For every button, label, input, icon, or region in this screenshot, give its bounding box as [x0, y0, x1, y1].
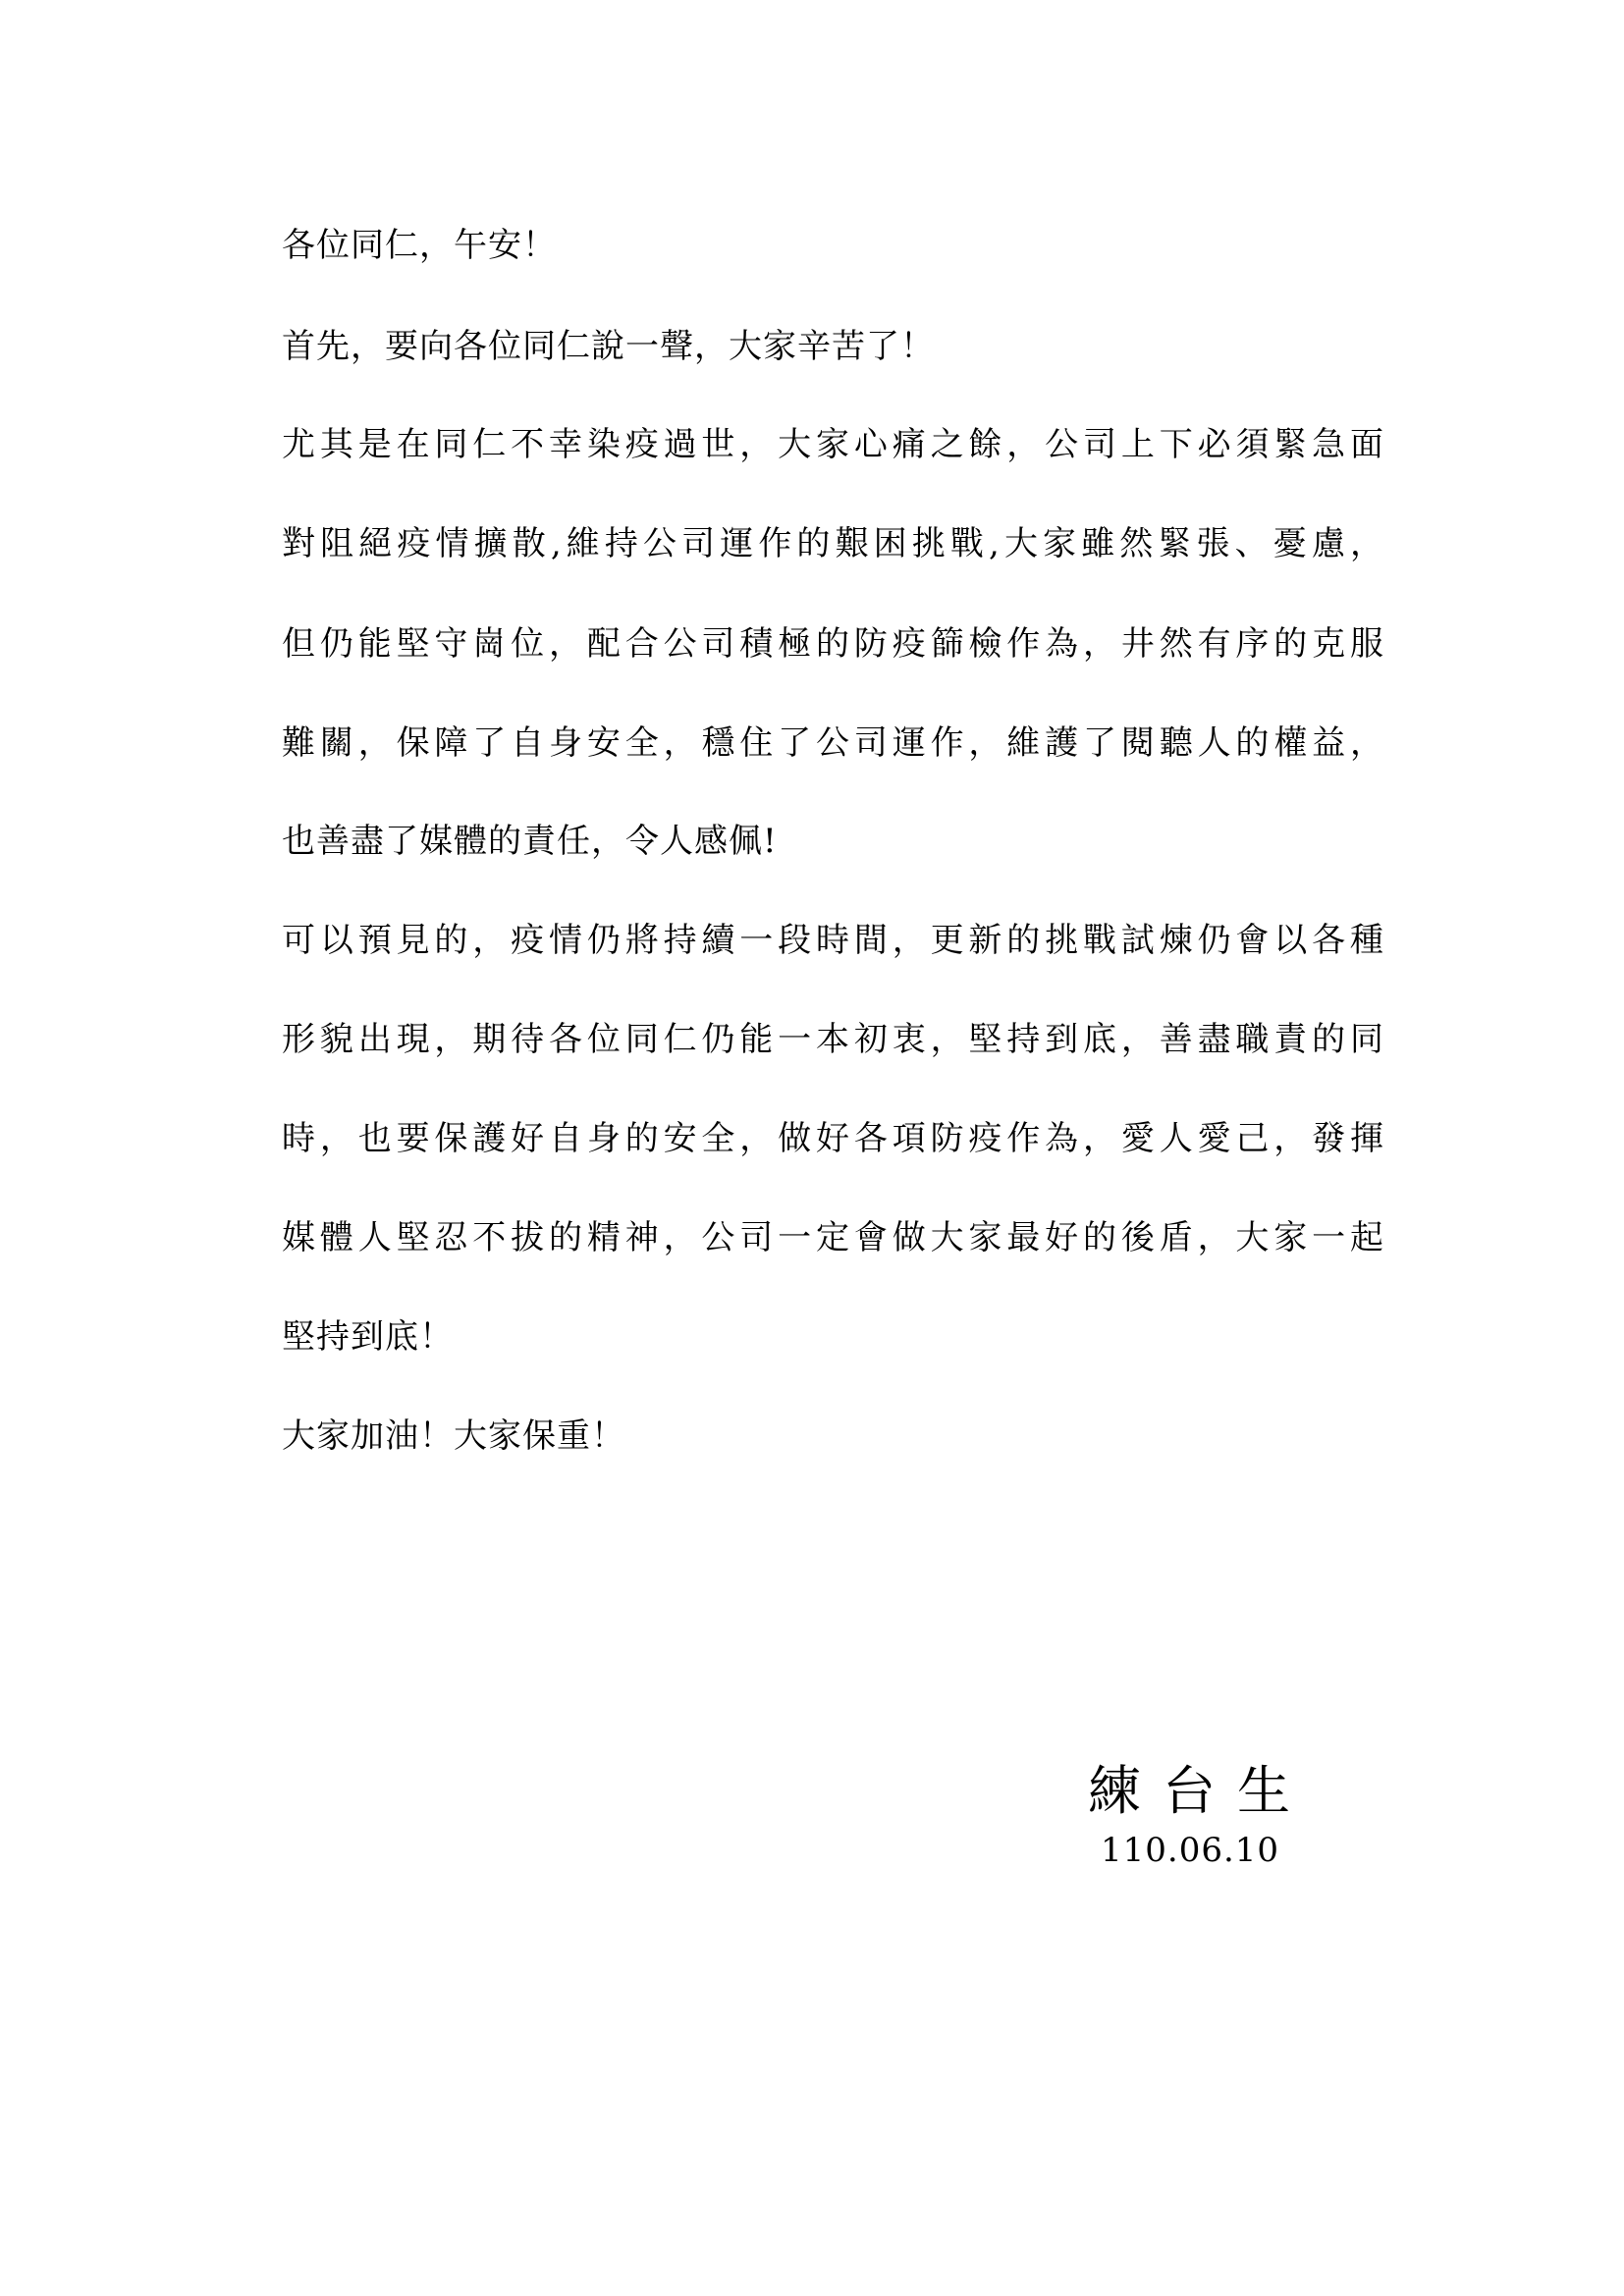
paragraph2-line: 堅持到底！: [282, 1317, 454, 1357]
opening-line: 首先，要向各位同仁說一聲，大家辛苦了！: [282, 327, 935, 366]
paragraph2-line: 時，也要保護好自身的安全，做好各項防疫作為，愛人愛己，發揮: [282, 1119, 1384, 1158]
paragraph1-line: 尤其是在同仁不幸染疫過世，大家心痛之餘，公司上下必須緊急面: [282, 425, 1384, 464]
paragraph1-line: 但仍能堅守崗位，配合公司積極的防疫篩檢作為，井然有序的克服: [282, 624, 1384, 664]
signature-name: 練台生: [1088, 1760, 1312, 1822]
paragraph2-line: 可以預見的，疫情仍將持續一段時間，更新的挑戰試煉仍會以各種: [282, 921, 1384, 960]
closing-line: 大家加油！大家保重！: [282, 1416, 625, 1456]
paragraph2-line: 媒體人堅忍不拔的精神，公司一定會做大家最好的後盾，大家一起: [282, 1218, 1384, 1257]
paragraph1-line: 也善盡了媒體的責任，令人感佩!: [282, 822, 778, 861]
paragraph1-line: 對阻絕疫情擴散,維持公司運作的艱困挑戰,大家雖然緊張、憂慮，: [282, 524, 1384, 563]
paragraph1-line: 難關，保障了自身安全，穩住了公司運作，維護了閱聽人的權益，: [282, 723, 1384, 763]
paragraph2-line: 形貌出現，期待各位同仁仍能一本初衷，堅持到底，善盡職責的同: [282, 1020, 1384, 1059]
signature-date: 110.06.10: [1101, 1831, 1280, 1870]
greeting: 各位同仁，午安！: [282, 226, 557, 265]
